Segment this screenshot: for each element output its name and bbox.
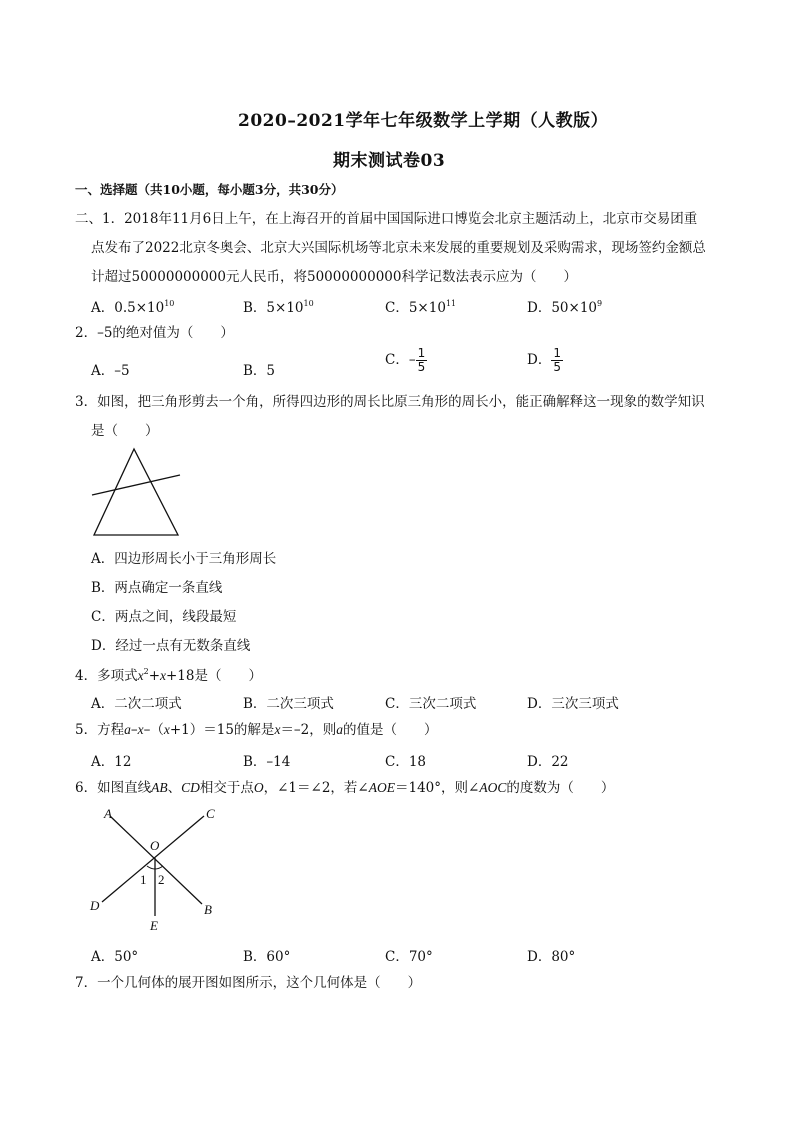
- label-a: A: [104, 806, 112, 821]
- line-cd: [102, 816, 204, 902]
- q4-option-c: C．三次二项式: [385, 696, 477, 712]
- q1-line-2: 点发布了2022北京冬奥会、北京大兴国际机场等北京未来发展的重要规划及采购需求，现场签约金额总: [91, 240, 706, 256]
- q2-option-c: C．– $\frac{1}{5}$: [385, 346, 426, 374]
- title-line-2: 期末测试卷03: [333, 151, 446, 171]
- triangle-cut-figure: [86, 445, 186, 540]
- label-e: E: [150, 918, 158, 933]
- q6-stem: 6．如图直线AB、CD相交于点O，∠1＝∠2，若∠AOE＝140°，则∠AOC的度数为（ ）: [75, 780, 615, 796]
- fraction: $\frac{1}{5}$: [417, 346, 426, 374]
- q1-option-d: D．$50\times 10^9$: [527, 299, 603, 316]
- q3-line-2: 是（ ）: [91, 423, 159, 439]
- q3-option-d: D．经过一点有无数条直线: [91, 638, 251, 654]
- q5-option-a: A．12: [91, 754, 132, 770]
- label-o: O: [150, 838, 160, 853]
- q2-option-d: D． $\frac{1}{5}$: [527, 346, 561, 374]
- label-b: B: [204, 902, 212, 917]
- q5-option-d: D．22: [527, 754, 569, 770]
- q2-option-b: B．5: [243, 363, 276, 379]
- q2-option-a: A．–5: [91, 363, 130, 379]
- q4-option-b: B．二次三项式: [243, 696, 334, 712]
- q1-line-1: 二、1．2018年11月6日上午，在上海召开的首届中国国际进口博览会北京主题活动上，北京市交易团重: [75, 211, 698, 227]
- q3-option-c: C．两点之间，线段最短: [91, 609, 237, 625]
- label-angle-2: 2: [158, 872, 165, 887]
- label-c: C: [206, 806, 215, 821]
- q2-stem: 2．–5的绝对值为（ ）: [75, 325, 234, 341]
- q4-option-a: A．二次二项式: [91, 696, 182, 712]
- q3-line-1: 3．如图，把三角形剪去一个角，所得四边形的周长比原三角形的周长小，能正确解释这一现象的数学知识: [75, 394, 705, 410]
- label-angle-1: 1: [140, 872, 147, 887]
- q1-option-b: B．$5\times 10^{10}$: [243, 299, 314, 316]
- q5-option-b: B．–14: [243, 754, 291, 770]
- q6-option-d: D．80°: [527, 949, 576, 965]
- fraction: $\frac{1}{5}$: [553, 346, 561, 374]
- q5-stem: 5．方程a–x–（x+1）＝15的解是x＝–2，则a的值是（ ）: [75, 722, 438, 738]
- label-d: D: [90, 898, 100, 913]
- section-heading: 一、选择题（共10小题，每小题3分，共30分）: [75, 182, 344, 197]
- q6-option-b: B．60°: [243, 949, 291, 965]
- q6-option-c: C．70°: [385, 949, 433, 965]
- q1-line-3: 计超过50000000000元人民币，将50000000000科学记数法表示应为（ ）: [91, 269, 577, 285]
- q4-option-d: D．三次三项式: [527, 696, 619, 712]
- q7-stem: 7．一个几何体的展开图如图所示，这个几何体是（ ）: [75, 975, 422, 991]
- q5-option-c: C．18: [385, 754, 427, 770]
- q1-option-a: A．$0.5\times 10^{10}$: [91, 299, 175, 316]
- title-line-1: 2020–2021学年七年级数学上学期（人教版）: [238, 111, 609, 131]
- q3-option-b: B．两点确定一条直线: [91, 580, 223, 596]
- q1-option-c: C．$5\times 10^{11}$: [385, 299, 457, 316]
- q6-option-a: A．50°: [91, 949, 139, 965]
- cut-line: [92, 475, 180, 495]
- q4-stem: 4．多项式$x^2+x+18$是（ ）: [75, 667, 262, 684]
- intersecting-lines-figure: [86, 800, 221, 935]
- q3-option-a: A．四边形周长小于三角形周长: [91, 551, 277, 567]
